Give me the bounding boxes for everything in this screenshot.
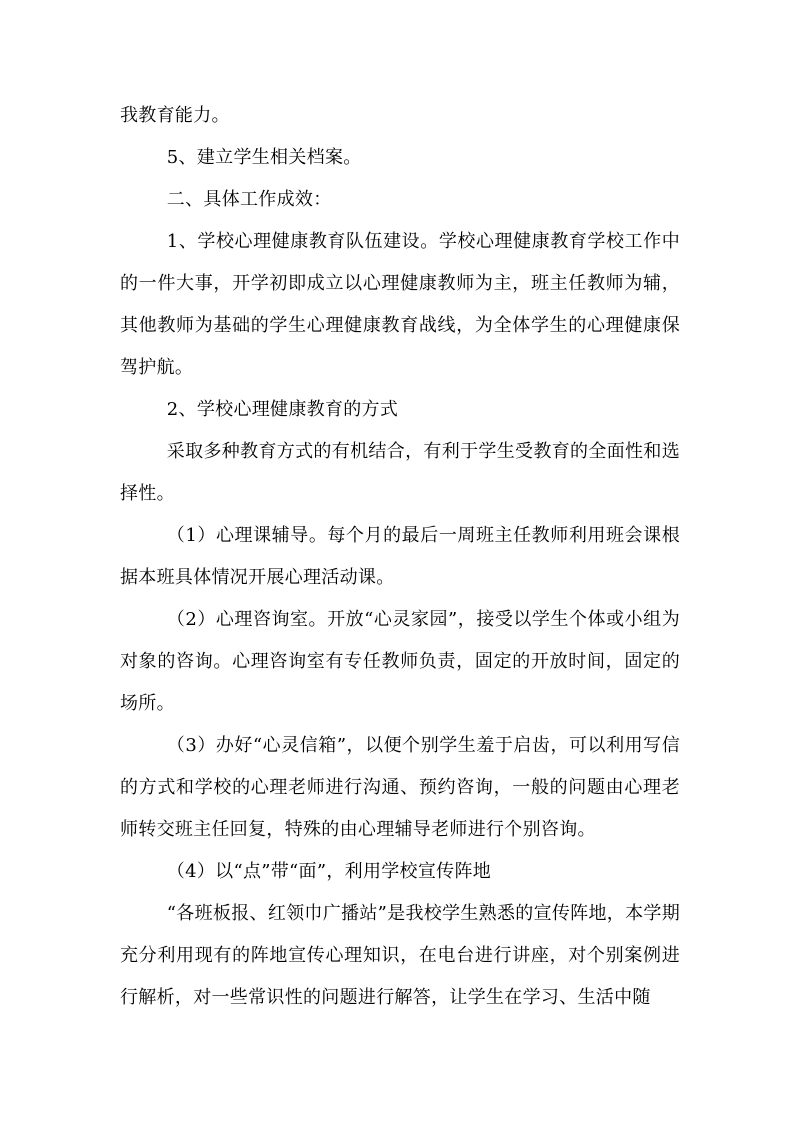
paragraph: （3）办好“心灵信箱”，以便个别学生羞于启齿，可以利用写信的方式和学校的心理老师进行沟通、预约咨询，一般的问题由心理老师转交班主任回复，特殊的由心理辅导老师进行个别咨询。	[120, 735, 680, 840]
paragraph: 1、学校心理健康教育队伍建设。学校心理健康教育学校工作中的一件大事，开学初即成立以心理健康教师为主，班主任教师为辅，其他教师为基础的学生心理健康教育战线，为全体学生的心理健康保驾护航。	[120, 231, 680, 378]
section-heading: 二、具体工作成效：	[166, 189, 332, 210]
paragraph: （4）以“点”带“面”，利用学校宣传阵地	[166, 861, 492, 882]
paragraph: （1）心理课辅导。每个月的最后一周班主任教师利用班会课根据本班具体情况开展心理活动课。	[120, 525, 680, 588]
document-body	[120, 95, 680, 1019]
paragraph: （2）心理咨询室。开放“心灵家园”，接受以学生个体或小组为对象的咨询。心理咨询室有专任教师负责，固定的开放时间，固定的场所。	[120, 609, 680, 714]
paragraph: 2、学校心理健康教育的方式	[166, 399, 399, 420]
paragraph: 采取多种教育方式的有机结合，有利于学生受教育的全面性和选择性。	[120, 441, 680, 504]
paragraph: 5、建立学生相关档案。	[166, 147, 362, 168]
paragraph: “各班板报、红领巾广播站”是我校学生熟悉的宣传阵地，本学期充分利用现有的阵地宣传心理知识，在电台进行讲座，对个别案例进行解析，对一些常识性的问题进行解答，让学生在学习、生活中随	[120, 903, 680, 1008]
paragraph: 我教育能力。	[120, 105, 230, 126]
